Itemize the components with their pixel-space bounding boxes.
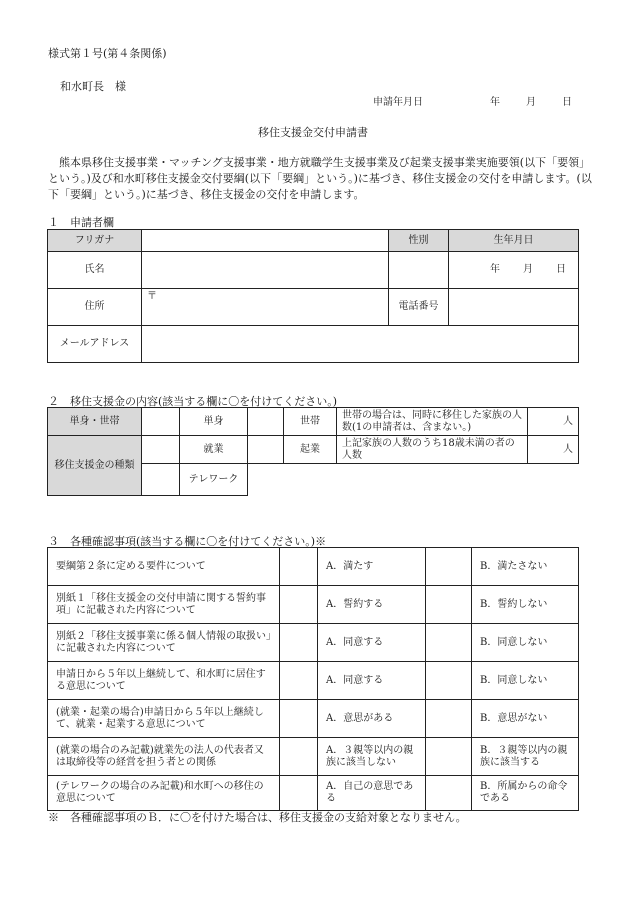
option-b-check[interactable]	[426, 662, 472, 700]
confirmation-row	[48, 548, 579, 586]
option-b-label: B．３親等以内の親族に該当する	[472, 738, 579, 776]
option-b-check[interactable]	[426, 700, 472, 738]
addressee: 和水町長 様	[60, 80, 126, 93]
confirmation-item: (就業の場合のみ記載)就業先の法人の代表者又は取締役等の経営を担う者との関係	[48, 738, 280, 776]
employment-label: 就業	[180, 436, 248, 464]
option-b-label: B．同意しない	[472, 624, 579, 662]
single-label: 単身	[180, 408, 248, 436]
under18-count-note: 上記家族の人数のうち18歳未満の者の人数	[337, 436, 528, 464]
option-a-check[interactable]	[280, 662, 318, 700]
postal-mark: 〒	[147, 291, 157, 302]
intro-paragraph: 熊本県移住支援事業・マッチング支援事業・地方就職学生支援事業及び起業支援事業実施要領(以下「要領」という。)及び和水町移住支援金交付要綱(以下「要綱」という。)に基づき、移住支援金の交付を申請します。(以下「要綱」という。)に基づき、移住支援金の交付を申請します。	[48, 156, 592, 201]
employment-check[interactable]	[142, 436, 180, 464]
address-field[interactable]	[142, 289, 389, 326]
household-count-field[interactable]	[528, 408, 579, 436]
section3-heading: ３ 各種確認事項(該当する欄に〇を付けてください。)※	[48, 535, 327, 548]
confirmation-table	[47, 547, 579, 811]
gender-label: 性別	[389, 230, 449, 252]
dob-year-label: 年	[490, 264, 500, 275]
option-b-check[interactable]	[426, 776, 472, 811]
startup-label: 起業	[284, 436, 337, 464]
option-b-label: B．所属からの命令である	[472, 776, 579, 811]
dob-label: 生年月日	[449, 230, 579, 252]
person-unit: 人	[563, 443, 573, 455]
name-field[interactable]	[142, 252, 389, 289]
option-a-label: A．満たす	[318, 548, 426, 586]
furigana-field[interactable]	[142, 230, 389, 252]
option-b-check[interactable]	[426, 586, 472, 624]
subsidy-content-table	[47, 407, 579, 496]
single-check[interactable]	[142, 408, 180, 436]
document-title: 移住支援金交付申請書	[258, 126, 368, 139]
option-a-label: A．誓約する	[318, 586, 426, 624]
confirmation-row	[48, 700, 579, 738]
option-b-check[interactable]	[426, 624, 472, 662]
option-a-label: A．３親等以内の親族に該当しない	[318, 738, 426, 776]
option-a-label: A．同意する	[318, 662, 426, 700]
household-count-note: 世帯の場合は、同時に移住した家族の人数(1の申請者は、含まない。)	[337, 408, 528, 436]
email-field[interactable]	[142, 326, 579, 363]
confirmation-item: 申請日から５年以上継続して、和水町に居住する意思について	[48, 662, 280, 700]
option-b-label: B．満たさない	[472, 548, 579, 586]
confirmation-row	[48, 624, 579, 662]
option-a-check[interactable]	[280, 700, 318, 738]
option-b-check[interactable]	[426, 548, 472, 586]
option-a-check[interactable]	[280, 586, 318, 624]
confirmation-item: 別紙１「移住支援金の交付申請に関する誓約事項」に記載された内容について	[48, 586, 280, 624]
confirmation-item: (就業・起業の場合)申請日から５年以上継続して、就業・起業する意思について	[48, 700, 280, 738]
option-a-label: A．自己の意思である	[318, 776, 426, 811]
household-label: 世帯	[284, 408, 337, 436]
confirmation-item: 別紙２「移住支援事業に係る個人情報の取扱い」に記載された内容について	[48, 624, 280, 662]
startup-check[interactable]	[248, 436, 284, 464]
household-check[interactable]	[248, 408, 284, 436]
confirmation-row	[48, 776, 579, 811]
confirmation-row	[48, 738, 579, 776]
telework-check[interactable]	[142, 464, 180, 496]
phone-label: 電話番号	[389, 289, 449, 326]
applicant-table	[47, 229, 579, 363]
single-household-label: 単身・世帯	[48, 408, 142, 436]
dob-field[interactable]	[449, 252, 579, 289]
confirmation-item: (テレワークの場合のみ記載)和水町への移住の意思について	[48, 776, 280, 811]
option-b-label: B．同意しない	[472, 662, 579, 700]
option-a-label: A．同意する	[318, 624, 426, 662]
person-unit: 人	[563, 415, 573, 427]
confirmation-row	[48, 662, 579, 700]
dob-day-label: 日	[556, 264, 566, 275]
subsidy-type-label: 移住支援金の種類	[48, 436, 142, 496]
gender-field[interactable]	[389, 252, 449, 289]
section1-heading: １ 申請者欄	[48, 216, 114, 229]
confirmation-row	[48, 586, 579, 624]
option-b-label: B．誓約しない	[472, 586, 579, 624]
option-b-label: B．意思がない	[472, 700, 579, 738]
form-number: 様式第１号(第４条関係)	[48, 47, 167, 60]
footnote: ※ 各種確認事項のＢ．に〇を付けた場合は、移住支援金の支給対象となりません。	[48, 811, 467, 824]
date-day-label: 日	[562, 97, 572, 108]
date-year-label: 年	[490, 97, 500, 108]
telework-label: テレワーク	[180, 464, 248, 496]
option-a-label: A．意思がある	[318, 700, 426, 738]
name-label: 氏名	[48, 252, 142, 289]
furigana-label: フリガナ	[48, 230, 142, 252]
dob-month-label: 月	[523, 264, 533, 275]
option-a-check[interactable]	[280, 548, 318, 586]
application-date-label: 申請年月日	[373, 97, 423, 108]
option-a-check[interactable]	[280, 738, 318, 776]
date-month-label: 月	[526, 97, 536, 108]
option-b-check[interactable]	[426, 738, 472, 776]
address-label: 住所	[48, 289, 142, 326]
section2-heading: ２ 移住支援金の内容(該当する欄に〇を付けてください。)	[48, 395, 338, 408]
option-a-check[interactable]	[280, 776, 318, 811]
option-a-check[interactable]	[280, 624, 318, 662]
phone-field[interactable]	[449, 289, 579, 326]
email-label: メールアドレス	[48, 326, 142, 363]
under18-count-field[interactable]	[528, 436, 579, 464]
confirmation-item: 要綱第２条に定める要件について	[48, 548, 280, 586]
